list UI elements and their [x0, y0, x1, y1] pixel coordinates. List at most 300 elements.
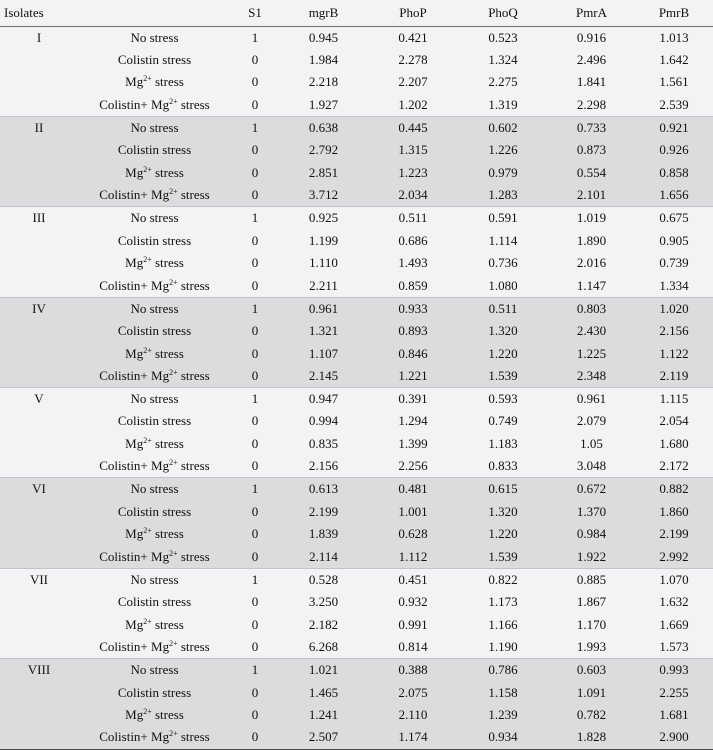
condition-prefix: Mg — [125, 345, 144, 361]
table-row — [0, 659, 713, 682]
cell-s1: 0 — [251, 51, 259, 67]
condition-label — [78, 297, 231, 320]
table-row — [0, 71, 713, 94]
isolate-name — [0, 704, 78, 727]
condition-label — [78, 410, 231, 433]
cell-pmra: 0.782 — [576, 707, 607, 723]
isolate-group — [0, 26, 713, 116]
cell-phop: 0.893 — [398, 323, 428, 339]
cell-phop: 0.991 — [398, 616, 428, 632]
cell-phoq: 1.166 — [488, 616, 518, 632]
cell-phop: 0.421 — [398, 29, 428, 45]
cell-mgrb: 0.947 — [308, 391, 339, 407]
cell-phop: 0.859 — [398, 277, 428, 293]
cell-phop: 2.207 — [398, 74, 428, 90]
condition-suffix: stress — [177, 639, 210, 655]
table-row — [0, 388, 713, 411]
cell-pmra: 2.430 — [576, 323, 607, 339]
condition-label — [78, 275, 231, 298]
condition-label — [78, 568, 231, 591]
table-row — [0, 342, 713, 365]
isolate-group — [0, 297, 713, 387]
condition-superscript: 2+ — [143, 435, 152, 445]
isolate-name: I — [36, 29, 42, 45]
header-phoq: PhoQ — [458, 0, 548, 26]
cell-mgrb: 3.712 — [308, 187, 339, 203]
cell-pmra: 2.348 — [576, 367, 607, 383]
header-mgrb: mgrB — [279, 0, 368, 26]
cell-phoq: 1.239 — [488, 707, 518, 723]
condition-superscript: 2+ — [169, 458, 178, 468]
condition-text: No stress — [130, 481, 179, 497]
isolate-name — [0, 455, 78, 478]
cell-s1: 0 — [251, 684, 259, 700]
cell-mgrb: 2.182 — [308, 616, 339, 632]
cell-mgrb: 2.114 — [309, 548, 338, 564]
condition-prefix: Mg — [125, 435, 144, 451]
cell-mgrb: 6.268 — [308, 639, 339, 655]
cell-pmrb: 1.122 — [659, 345, 689, 361]
table-row — [0, 410, 713, 433]
cell-pmrb: 1.573 — [659, 639, 689, 655]
cell-s1: 1 — [251, 481, 259, 497]
header-s1: S1 — [231, 0, 279, 26]
condition-suffix: stress — [177, 187, 210, 203]
isolate-name — [0, 726, 78, 749]
cell-pmrb: 2.119 — [659, 367, 689, 383]
cell-phoq: 0.833 — [488, 458, 518, 474]
condition-label — [78, 478, 231, 501]
cell-pmrb: 0.921 — [659, 119, 689, 135]
cell-phop: 1.221 — [398, 367, 428, 383]
condition-prefix: Colistin+ Mg — [99, 187, 170, 203]
condition-prefix: Mg — [125, 164, 144, 180]
table-row — [0, 229, 713, 252]
cell-pmra: 0.672 — [576, 481, 607, 497]
cell-pmrb: 1.020 — [659, 300, 689, 316]
condition-label — [78, 726, 231, 749]
condition-label — [78, 388, 231, 411]
cell-pmra: 1.890 — [576, 232, 607, 248]
cell-s1: 0 — [251, 616, 259, 632]
cell-phop: 2.278 — [398, 51, 428, 67]
cell-pmrb: 2.539 — [659, 96, 689, 112]
isolate-name — [0, 49, 78, 72]
cell-mgrb: 1.199 — [308, 232, 339, 248]
isolate-name — [0, 184, 78, 207]
cell-pmrb: 1.561 — [659, 74, 689, 90]
cell-s1: 0 — [251, 142, 259, 158]
table-row — [0, 252, 713, 275]
cell-mgrb: 2.851 — [308, 164, 339, 180]
cell-s1: 1 — [251, 29, 259, 45]
cell-phop: 0.481 — [398, 481, 428, 497]
table-row — [0, 26, 713, 49]
isolate-name — [0, 500, 78, 523]
isolate-name — [0, 681, 78, 704]
condition-superscript: 2+ — [143, 526, 152, 536]
isolate-name — [0, 94, 78, 117]
condition-text: No stress — [130, 119, 179, 135]
condition-text: Colistin stress — [117, 594, 192, 610]
cell-mgrb: 2.792 — [308, 142, 339, 158]
table-row — [0, 116, 713, 139]
condition-text: No stress — [130, 391, 179, 407]
table-row — [0, 523, 713, 546]
cell-pmra: 0.885 — [576, 571, 607, 587]
condition-text: No stress — [130, 210, 179, 226]
condition-superscript: 2+ — [143, 255, 152, 265]
cell-mgrb: 2.218 — [308, 74, 339, 90]
cell-phoq: 1.183 — [488, 435, 518, 451]
condition-suffix: stress — [151, 255, 184, 271]
cell-phoq: 1.158 — [488, 684, 518, 700]
cell-pmrb: 1.680 — [659, 435, 689, 451]
table-row — [0, 704, 713, 727]
table-row — [0, 49, 713, 72]
cell-pmra: 2.079 — [576, 413, 607, 429]
cell-pmrb: 2.199 — [659, 526, 689, 542]
cell-phop: 0.932 — [398, 594, 428, 610]
condition-label — [78, 613, 231, 636]
cell-phop: 0.686 — [398, 232, 428, 248]
table-row — [0, 297, 713, 320]
cell-phop: 2.110 — [398, 707, 428, 723]
condition-superscript: 2+ — [169, 367, 178, 377]
condition-prefix: Colistin+ Mg — [99, 639, 170, 655]
isolate-name — [0, 139, 78, 162]
condition-text: Colistin stress — [117, 142, 192, 158]
condition-prefix: Colistin+ Mg — [99, 277, 170, 293]
cell-pmrb: 2.156 — [659, 323, 689, 339]
isolate-name — [0, 252, 78, 275]
cell-pmrb: 1.070 — [659, 571, 689, 587]
condition-label — [78, 636, 231, 659]
condition-prefix: Colistin+ Mg — [99, 729, 170, 745]
cell-phoq: 0.593 — [488, 391, 518, 407]
cell-pmra: 1.147 — [576, 277, 607, 293]
condition-suffix: stress — [177, 548, 210, 564]
condition-prefix: Mg — [125, 616, 144, 632]
header-phop: PhoP — [368, 0, 458, 26]
cell-phop: 0.445 — [398, 119, 428, 135]
table-row — [0, 636, 713, 659]
cell-phoq: 0.523 — [488, 29, 518, 45]
header-isolates: Isolates — [0, 0, 78, 26]
condition-label — [78, 659, 231, 682]
cell-phoq: 1.114 — [488, 232, 518, 248]
cell-pmrb: 1.681 — [659, 707, 689, 723]
condition-superscript: 2+ — [169, 729, 178, 739]
cell-mgrb: 1.927 — [308, 96, 339, 112]
condition-suffix: stress — [177, 458, 210, 474]
condition-suffix: stress — [177, 729, 210, 745]
cell-pmrb: 2.054 — [659, 413, 689, 429]
cell-pmra: 2.298 — [576, 96, 607, 112]
cell-mgrb: 0.994 — [308, 413, 339, 429]
cell-pmra: 1.019 — [576, 210, 607, 226]
isolate-name: III — [32, 210, 46, 226]
cell-pmra: 1.05 — [580, 435, 603, 451]
cell-s1: 0 — [251, 345, 259, 361]
condition-superscript: 2+ — [169, 639, 178, 649]
cell-mgrb: 1.021 — [308, 662, 339, 678]
cell-mgrb: 0.925 — [308, 210, 339, 226]
cell-pmrb: 0.858 — [659, 164, 689, 180]
cell-phop: 0.511 — [398, 210, 428, 226]
condition-label — [78, 252, 231, 275]
condition-prefix: Mg — [125, 707, 144, 723]
isolate-name — [0, 523, 78, 546]
cell-pmra: 2.496 — [576, 51, 607, 67]
cell-pmra: 1.370 — [576, 503, 607, 519]
cell-s1: 0 — [251, 594, 259, 610]
condition-superscript: 2+ — [143, 74, 152, 84]
cell-pmrb: 0.882 — [659, 481, 689, 497]
cell-mgrb: 0.961 — [308, 300, 339, 316]
cell-pmra: 1.091 — [576, 684, 607, 700]
condition-superscript: 2+ — [169, 548, 178, 558]
table-row — [0, 726, 713, 749]
isolate-name: V — [34, 391, 44, 407]
cell-mgrb: 1.465 — [308, 684, 339, 700]
table-row — [0, 139, 713, 162]
cell-pmrb: 1.642 — [659, 51, 689, 67]
cell-pmrb: 1.013 — [659, 29, 689, 45]
cell-s1: 0 — [251, 74, 259, 90]
cell-s1: 0 — [251, 96, 259, 112]
isolate-name — [0, 71, 78, 94]
cell-mgrb: 1.839 — [308, 526, 339, 542]
header-pmra: PmrA — [548, 0, 635, 26]
table-row — [0, 94, 713, 117]
condition-suffix: stress — [151, 707, 184, 723]
cell-phoq: 1.539 — [488, 548, 518, 564]
condition-text: Colistin stress — [117, 413, 192, 429]
condition-text: No stress — [130, 300, 179, 316]
condition-label — [78, 94, 231, 117]
cell-pmra: 0.733 — [576, 119, 607, 135]
cell-mgrb: 0.613 — [308, 481, 339, 497]
cell-phoq: 1.320 — [488, 503, 518, 519]
cell-phoq: 1.539 — [488, 367, 518, 383]
cell-phop: 2.256 — [398, 458, 428, 474]
condition-label — [78, 26, 231, 49]
condition-label — [78, 546, 231, 569]
cell-s1: 0 — [251, 413, 259, 429]
cell-pmra: 2.101 — [576, 187, 607, 203]
cell-s1: 1 — [251, 300, 259, 316]
isolate-name — [0, 591, 78, 614]
isolate-group — [0, 478, 713, 568]
cell-phop: 1.112 — [398, 548, 428, 564]
isolate-name — [0, 365, 78, 388]
cell-phop: 0.628 — [398, 526, 428, 542]
cell-s1: 0 — [251, 639, 259, 655]
cell-pmra: 1.841 — [576, 74, 607, 90]
table-row — [0, 478, 713, 501]
cell-phop: 0.846 — [398, 345, 428, 361]
condition-text: Colistin stress — [117, 51, 192, 67]
condition-prefix: Mg — [125, 526, 144, 542]
cell-mgrb: 2.211 — [309, 277, 338, 293]
cell-phop: 1.223 — [398, 164, 428, 180]
cell-pmra: 2.016 — [576, 255, 607, 271]
header-condition — [78, 0, 231, 26]
condition-suffix: stress — [151, 164, 184, 180]
cell-pmrb: 1.632 — [659, 594, 689, 610]
condition-suffix: stress — [177, 96, 210, 112]
table-row — [0, 207, 713, 230]
condition-superscript: 2+ — [143, 707, 152, 717]
cell-pmra: 1.170 — [576, 616, 607, 632]
cell-phoq: 0.934 — [488, 729, 518, 745]
cell-phop: 1.315 — [398, 142, 428, 158]
isolate-name — [0, 636, 78, 659]
condition-text: No stress — [130, 29, 179, 45]
cell-pmra: 0.873 — [576, 142, 607, 158]
condition-label — [78, 116, 231, 139]
cell-phoq: 1.190 — [488, 639, 518, 655]
isolate-name: II — [34, 119, 44, 135]
cell-phop: 0.388 — [398, 662, 428, 678]
condition-superscript: 2+ — [143, 616, 152, 626]
condition-label — [78, 681, 231, 704]
condition-text: No stress — [130, 662, 179, 678]
cell-mgrb: 1.107 — [308, 345, 339, 361]
cell-pmrb: 0.905 — [659, 232, 689, 248]
condition-suffix: stress — [151, 435, 184, 451]
condition-label — [78, 433, 231, 456]
cell-s1: 0 — [251, 548, 259, 564]
cell-phop: 1.294 — [398, 413, 428, 429]
condition-text: No stress — [130, 571, 179, 587]
cell-phoq: 0.591 — [488, 210, 518, 226]
cell-mgrb: 1.321 — [308, 323, 339, 339]
cell-pmrb: 2.992 — [659, 548, 689, 564]
table-row — [0, 433, 713, 456]
condition-suffix: stress — [151, 345, 184, 361]
header-pmrb: PmrB — [635, 0, 713, 26]
cell-phop: 1.399 — [398, 435, 428, 451]
cell-mgrb: 0.945 — [308, 29, 339, 45]
condition-label — [78, 455, 231, 478]
isolate-name — [0, 342, 78, 365]
condition-label — [78, 591, 231, 614]
cell-pmrb: 0.675 — [659, 210, 689, 226]
cell-mgrb: 2.145 — [308, 367, 339, 383]
condition-text: Colistin stress — [117, 323, 192, 339]
condition-label — [78, 139, 231, 162]
cell-phoq: 1.320 — [488, 323, 518, 339]
isolate-group — [0, 659, 713, 749]
cell-pmrb: 0.739 — [659, 255, 689, 271]
cell-s1: 0 — [251, 367, 259, 383]
cell-mgrb: 0.638 — [308, 119, 339, 135]
cell-s1: 0 — [251, 707, 259, 723]
cell-pmrb: 2.900 — [659, 729, 689, 745]
condition-prefix: Colistin+ Mg — [99, 96, 170, 112]
condition-suffix: stress — [151, 526, 184, 542]
condition-label — [78, 342, 231, 365]
cell-pmra: 1.922 — [576, 548, 607, 564]
cell-pmra: 0.984 — [576, 526, 607, 542]
table-row — [0, 568, 713, 591]
isolate-name: VI — [32, 481, 46, 497]
cell-s1: 0 — [251, 526, 259, 542]
cell-pmrb: 1.115 — [659, 391, 689, 407]
condition-superscript: 2+ — [169, 96, 178, 106]
condition-label — [78, 704, 231, 727]
condition-text: Colistin stress — [117, 503, 192, 519]
cell-phop: 1.174 — [398, 729, 428, 745]
cell-phoq: 1.173 — [488, 594, 518, 610]
table-row — [0, 455, 713, 478]
condition-prefix: Colistin+ Mg — [99, 548, 170, 564]
table-row — [0, 546, 713, 569]
cell-phoq: 0.822 — [488, 571, 518, 587]
condition-label — [78, 162, 231, 185]
cell-pmrb: 2.255 — [659, 684, 689, 700]
condition-text: Colistin stress — [117, 232, 192, 248]
condition-superscript: 2+ — [169, 277, 178, 287]
cell-pmra: 1.225 — [576, 345, 607, 361]
condition-superscript: 2+ — [143, 345, 152, 355]
table-row — [0, 591, 713, 614]
cell-pmrb: 0.993 — [659, 662, 689, 678]
cell-s1: 1 — [251, 391, 259, 407]
table-row — [0, 500, 713, 523]
condition-label — [78, 207, 231, 230]
cell-phop: 1.001 — [398, 503, 428, 519]
condition-label — [78, 49, 231, 72]
cell-s1: 1 — [251, 210, 259, 226]
condition-suffix: stress — [151, 74, 184, 90]
condition-label — [78, 184, 231, 207]
cell-phoq: 0.749 — [488, 413, 518, 429]
condition-label — [78, 71, 231, 94]
table-row — [0, 320, 713, 343]
cell-pmra: 1.828 — [576, 729, 607, 745]
cell-pmra: 1.993 — [576, 639, 607, 655]
cell-phop: 1.493 — [398, 255, 428, 271]
cell-mgrb: 2.507 — [308, 729, 339, 745]
condition-suffix: stress — [177, 277, 210, 293]
cell-pmra: 0.961 — [576, 391, 607, 407]
cell-phop: 2.075 — [398, 684, 428, 700]
cell-mgrb: 1.984 — [308, 51, 339, 67]
condition-label — [78, 500, 231, 523]
cell-s1: 1 — [251, 119, 259, 135]
isolate-group — [0, 388, 713, 478]
cell-phop: 0.933 — [398, 300, 428, 316]
cell-s1: 0 — [251, 255, 259, 271]
table-row — [0, 681, 713, 704]
cell-pmrb: 1.334 — [659, 277, 689, 293]
condition-prefix: Mg — [125, 74, 144, 90]
isolate-name — [0, 320, 78, 343]
cell-pmra: 0.803 — [576, 300, 607, 316]
cell-pmra: 1.867 — [576, 594, 607, 610]
isolate-name — [0, 162, 78, 185]
condition-superscript: 2+ — [169, 187, 178, 197]
cell-s1: 0 — [251, 187, 259, 203]
header-row — [0, 0, 713, 26]
cell-phoq: 0.511 — [488, 300, 518, 316]
isolate-name — [0, 546, 78, 569]
cell-phoq: 1.220 — [488, 345, 518, 361]
cell-phoq: 2.275 — [488, 74, 518, 90]
